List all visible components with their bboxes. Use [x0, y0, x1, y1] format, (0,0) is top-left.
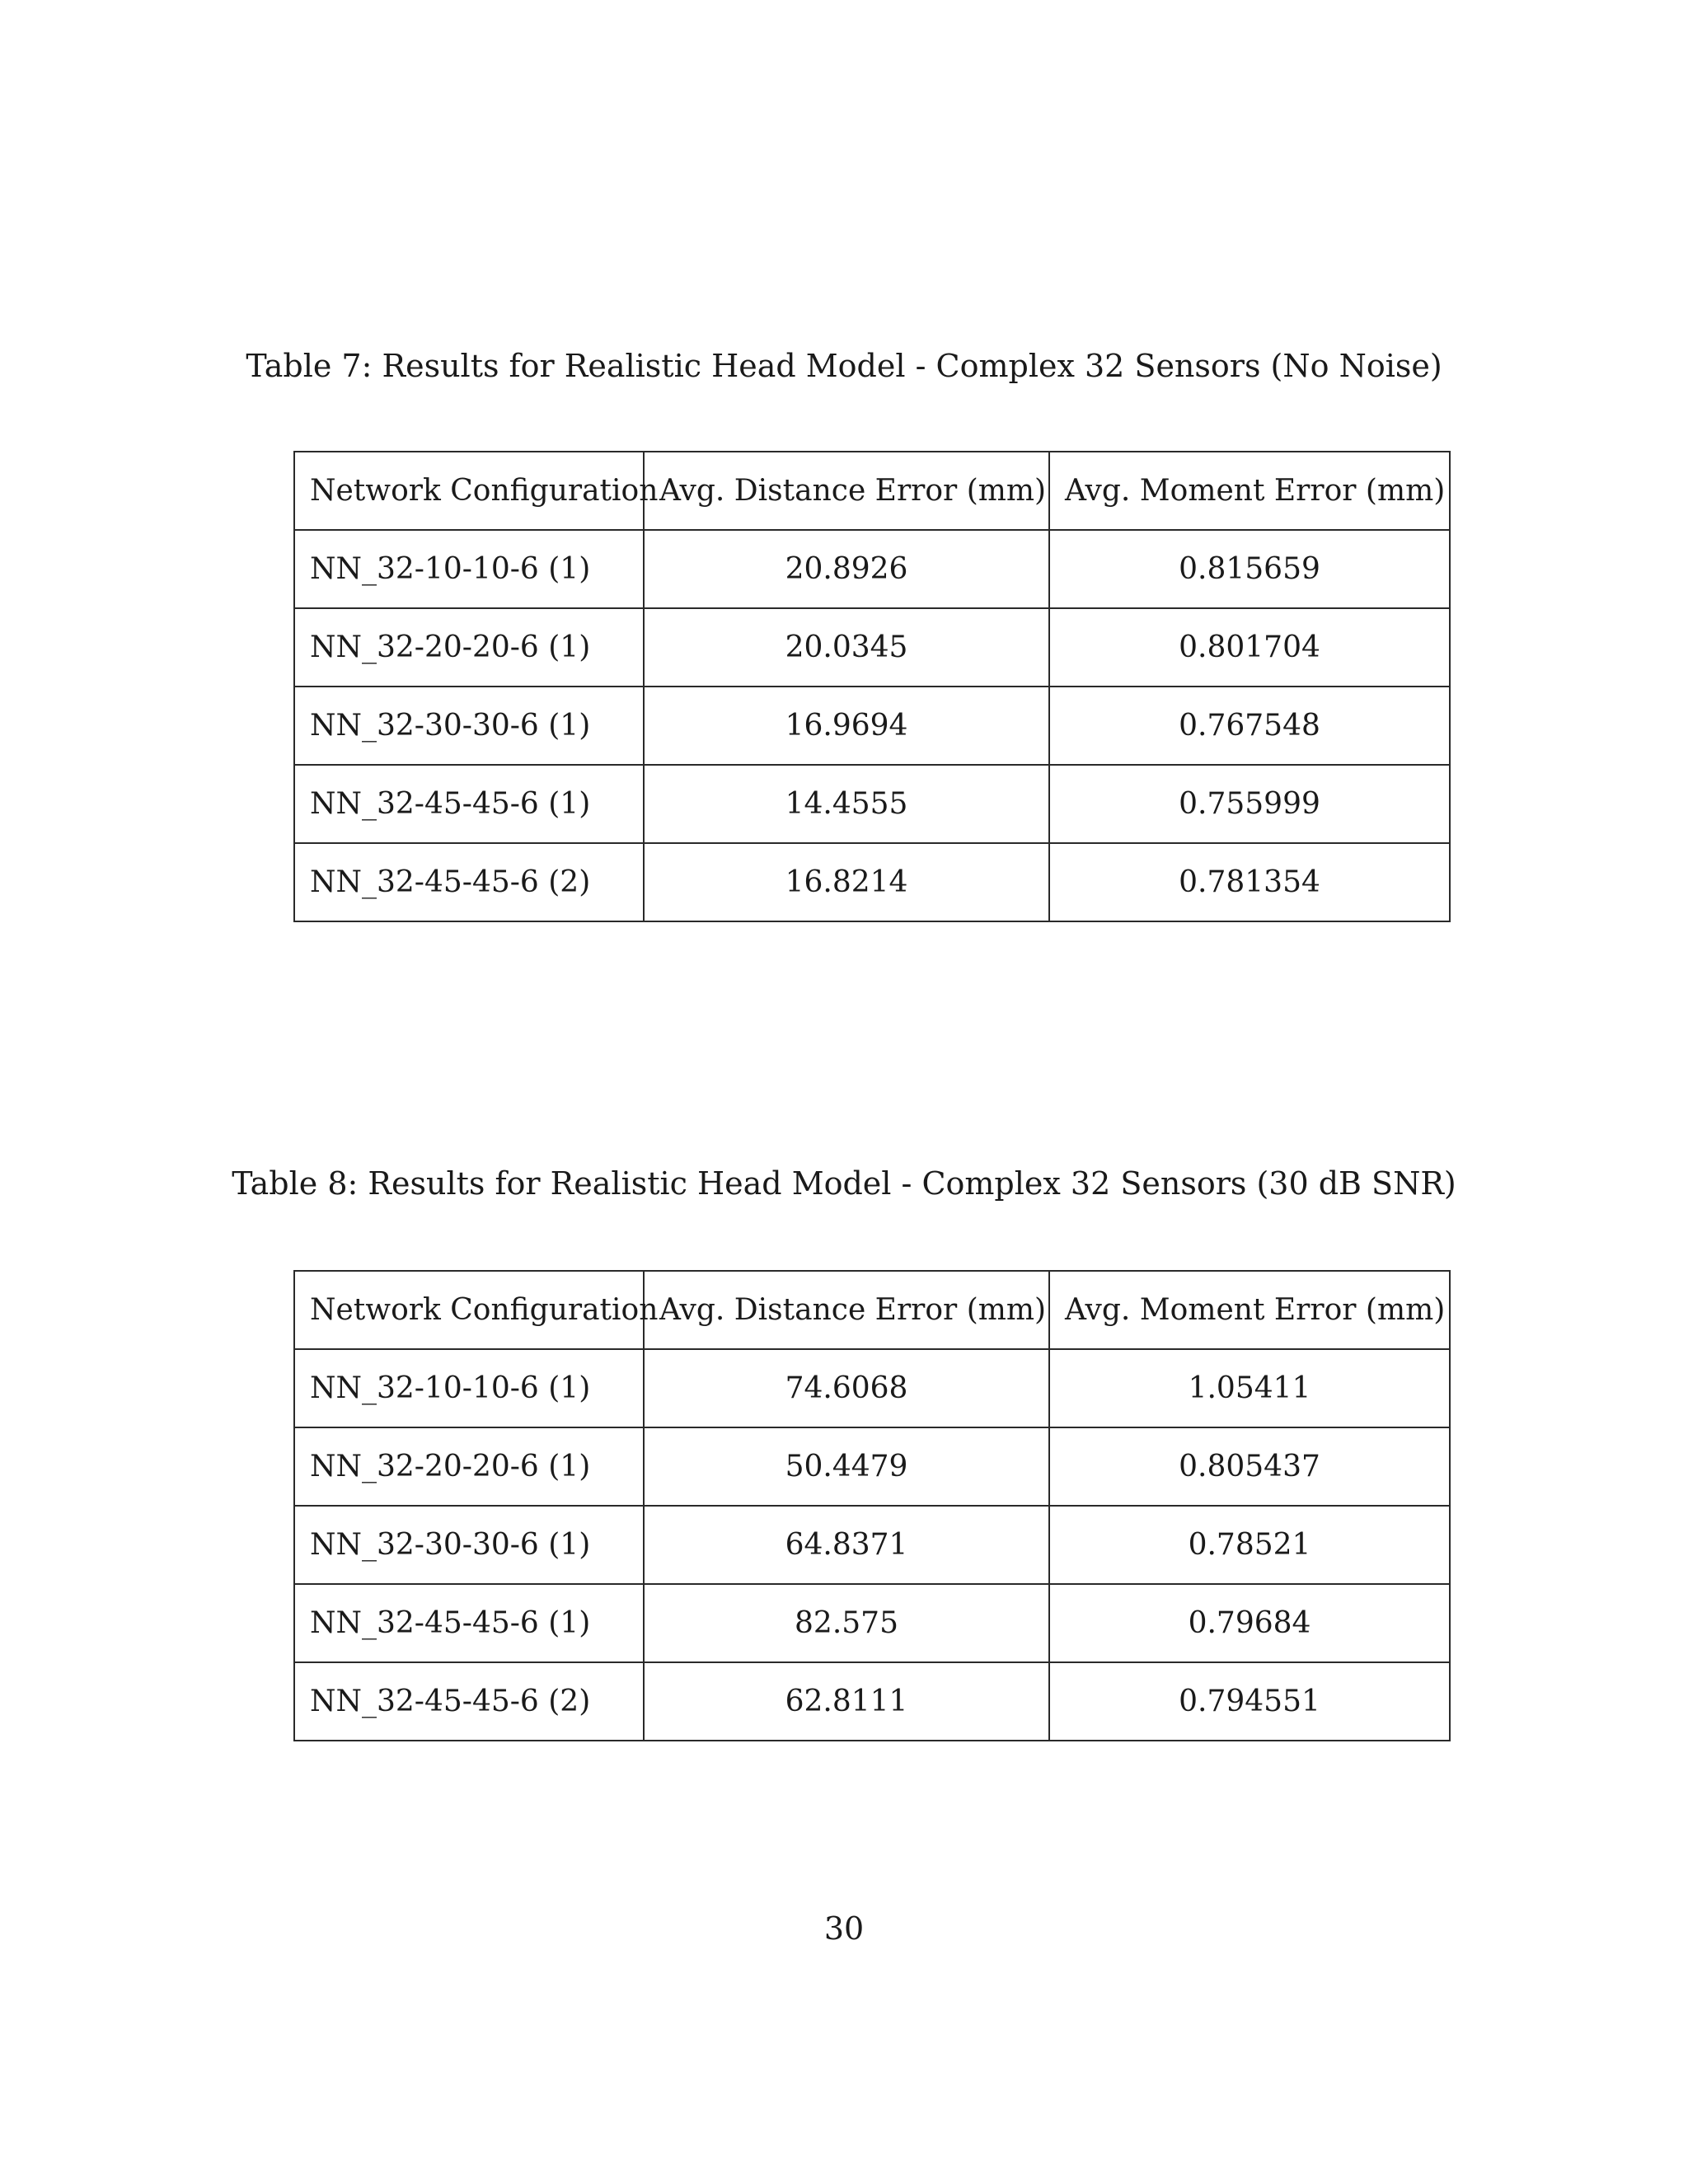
network-configuration-cell: NN_32-45-45-6 (2) [294, 1662, 644, 1741]
moment-error-cell: 0.767548 [1049, 687, 1450, 765]
results-table-7 [293, 451, 1451, 922]
table-row [294, 1506, 1450, 1584]
moment-error-cell: 0.755999 [1049, 765, 1450, 843]
distance-error-cell: 74.6068 [644, 1349, 1049, 1427]
header-avg-distance-error: Avg. Distance Error (mm) [644, 452, 1049, 530]
header-network-configuration: Network Configuration [294, 1271, 644, 1349]
network-configuration-cell: NN_32-10-10-6 (1) [294, 530, 644, 608]
page-number: 30 [823, 1910, 865, 1947]
header-avg-moment-error: Avg. Moment Error (mm) [1049, 1271, 1450, 1349]
distance-error-cell: 16.8214 [644, 843, 1049, 921]
table-row [294, 765, 1450, 843]
network-configuration-cell: NN_32-30-30-6 (1) [294, 1506, 644, 1584]
results-table-8 [293, 1270, 1451, 1741]
distance-error-cell: 82.575 [644, 1584, 1049, 1662]
network-configuration-cell: NN_32-10-10-6 (1) [294, 1349, 644, 1427]
distance-error-cell: 50.4479 [644, 1427, 1049, 1506]
header-avg-moment-error: Avg. Moment Error (mm) [1049, 452, 1450, 530]
moment-error-cell: 1.05411 [1049, 1349, 1450, 1427]
distance-error-cell: 20.8926 [644, 530, 1049, 608]
table-row [294, 530, 1450, 608]
network-configuration-cell: NN_32-20-20-6 (1) [294, 1427, 644, 1506]
moment-error-cell: 0.805437 [1049, 1427, 1450, 1506]
moment-error-cell: 0.78521 [1049, 1506, 1450, 1584]
network-configuration-cell: NN_32-45-45-6 (1) [294, 1584, 644, 1662]
distance-error-cell: 62.8111 [644, 1662, 1049, 1741]
distance-error-cell: 64.8371 [644, 1506, 1049, 1584]
moment-error-cell: 0.781354 [1049, 843, 1450, 921]
table-7-caption: Table 7: Results for Realistic Head Model - Complex 32 Sensors (No Noise) [246, 348, 1442, 384]
distance-error-cell: 20.0345 [644, 608, 1049, 687]
table-row [294, 1584, 1450, 1662]
header-network-configuration: Network Configuration [294, 452, 644, 530]
table-row [294, 843, 1450, 921]
table-row [294, 1662, 1450, 1741]
moment-error-cell: 0.815659 [1049, 530, 1450, 608]
distance-error-cell: 16.9694 [644, 687, 1049, 765]
moment-error-cell: 0.79684 [1049, 1584, 1450, 1662]
network-configuration-cell: NN_32-20-20-6 (1) [294, 608, 644, 687]
table-header-row [294, 1271, 1450, 1349]
table-header-row [294, 452, 1450, 530]
header-avg-distance-error: Avg. Distance Error (mm) [644, 1271, 1049, 1349]
table-row [294, 687, 1450, 765]
table-row [294, 1349, 1450, 1427]
moment-error-cell: 0.801704 [1049, 608, 1450, 687]
moment-error-cell: 0.794551 [1049, 1662, 1450, 1741]
network-configuration-cell: NN_32-45-45-6 (1) [294, 765, 644, 843]
table-8-caption: Table 8: Results for Realistic Head Model - Complex 32 Sensors (30 dB SNR) [232, 1165, 1456, 1202]
table-row [294, 1427, 1450, 1506]
network-configuration-cell: NN_32-45-45-6 (2) [294, 843, 644, 921]
network-configuration-cell: NN_32-30-30-6 (1) [294, 687, 644, 765]
table-row [294, 608, 1450, 687]
distance-error-cell: 14.4555 [644, 765, 1049, 843]
